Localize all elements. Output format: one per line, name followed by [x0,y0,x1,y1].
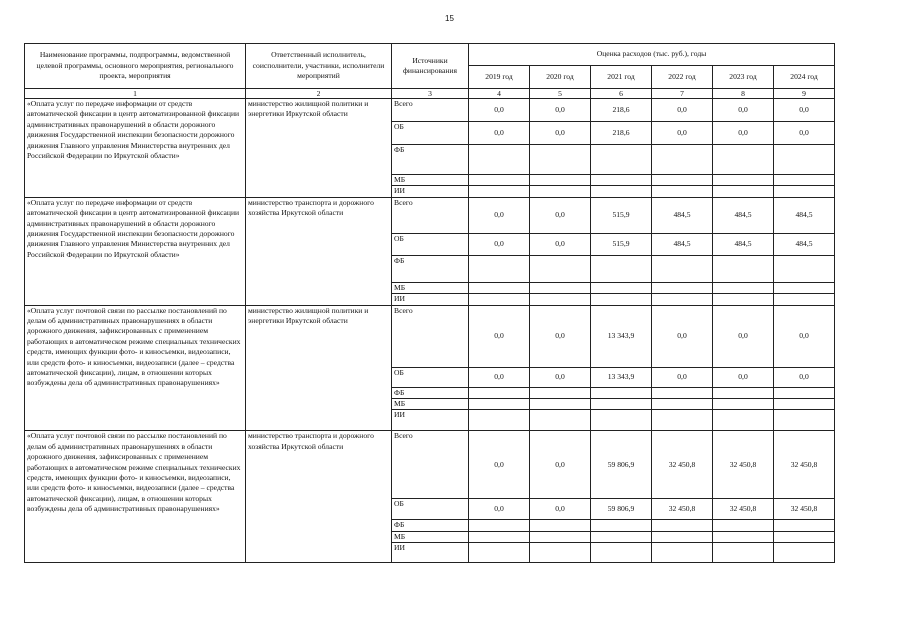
expense-value [713,410,774,431]
budget-table [24,43,835,563]
expense-value [652,399,713,410]
expense-value: 0,0 [652,367,713,387]
responsible-executor: министерство жилищной политики и энергетики Иркутской области [246,305,392,431]
expense-value [469,294,530,305]
funding-source: ФБ [392,387,469,398]
expense-value: 0,0 [652,122,713,145]
funding-source: ИИ [392,294,469,305]
expense-value [713,175,774,186]
funding-source: ИИ [392,543,469,563]
responsible-executor: министерство транспорта и дорожного хозяйства Иркутской области [246,197,392,305]
expense-value: 484,5 [652,233,713,255]
expense-value [591,387,652,398]
expense-value: 0,0 [530,305,591,367]
funding-source: МБ [392,175,469,186]
expense-value [591,255,652,282]
expense-value [469,399,530,410]
expense-value: 0,0 [713,99,774,122]
expense-value [774,399,835,410]
year-header: 2023 год [713,66,774,89]
expense-value [469,543,530,563]
expense-value [530,399,591,410]
expense-value [652,145,713,175]
expense-value: 0,0 [713,367,774,387]
expense-value: 59 806,9 [591,431,652,499]
expense-value [530,531,591,542]
year-header: 2024 год [774,66,835,89]
expense-value [591,410,652,431]
expense-value: 484,5 [774,233,835,255]
expense-value [713,387,774,398]
expense-value: 0,0 [530,233,591,255]
expense-value: 32 450,8 [774,499,835,520]
expense-value [652,410,713,431]
expense-value: 0,0 [469,99,530,122]
expense-value: 0,0 [774,367,835,387]
expense-value: 0,0 [652,99,713,122]
expense-value [469,186,530,197]
funding-source: ОБ [392,367,469,387]
column-index: 4 [469,89,530,99]
expense-value: 0,0 [530,122,591,145]
year-header: 2020 год [530,66,591,89]
expense-value [591,186,652,197]
expense-value [469,175,530,186]
table-row [25,99,835,122]
expense-value [713,282,774,293]
column-index: 9 [774,89,835,99]
measure-name: «Оплата услуг по передаче информации от средств автоматической фиксации в центр автоматизированной фиксации административных правонарушений в области дорожного движения Государственной инспекции безопасности дорожного движения Главного управления Министерства внутренних дел Российской Федерации по Иркутской области» [25,197,246,305]
expense-value [774,282,835,293]
expense-value: 0,0 [469,305,530,367]
funding-source: ОБ [392,499,469,520]
funding-source: Всего [392,99,469,122]
expense-value: 0,0 [469,499,530,520]
column-index: 7 [652,89,713,99]
funding-source: ОБ [392,233,469,255]
expense-value: 0,0 [469,233,530,255]
expense-value [591,282,652,293]
expense-value [652,294,713,305]
column-index: 2 [246,89,392,99]
expense-value: 0,0 [774,99,835,122]
expense-value [530,282,591,293]
funding-source: МБ [392,282,469,293]
expense-value: 484,5 [713,233,774,255]
expense-value [530,387,591,398]
funding-source: Всего [392,197,469,233]
table-row [25,431,835,499]
year-header: 2021 год [591,66,652,89]
expense-value [774,186,835,197]
expense-value [591,520,652,531]
expense-value: 0,0 [469,197,530,233]
column-index: 5 [530,89,591,99]
expense-value: 218,6 [591,99,652,122]
responsible-executor: министерство транспорта и дорожного хозяйства Иркутской области [246,431,392,563]
funding-source: МБ [392,531,469,542]
expense-value [469,531,530,542]
page-number: 15 [445,14,454,23]
expense-value [774,531,835,542]
expense-value [774,387,835,398]
expense-value: 0,0 [774,305,835,367]
expense-value [469,255,530,282]
expense-value: 32 450,8 [713,431,774,499]
expense-value: 13 343,9 [591,367,652,387]
expense-value: 32 450,8 [713,499,774,520]
expense-value [713,186,774,197]
expense-value [713,399,774,410]
funding-source: МБ [392,399,469,410]
expense-value [652,255,713,282]
expense-value: 13 343,9 [591,305,652,367]
column-header-source: Источники финансирования [392,44,469,89]
expense-value [530,520,591,531]
expense-value [713,294,774,305]
expense-value [469,282,530,293]
expense-value [591,531,652,542]
column-index: 3 [392,89,469,99]
responsible-executor: министерство жилищной политики и энергетики Иркутской области [246,99,392,198]
year-header: 2019 год [469,66,530,89]
expense-value: 0,0 [530,99,591,122]
expense-value [713,145,774,175]
expense-value [713,255,774,282]
expense-value [652,175,713,186]
expense-value: 0,0 [652,305,713,367]
table-row [25,197,835,233]
expense-value [530,175,591,186]
column-header-name: Наименование программы, подпрограммы, ведомственной целевой программы, основного мероприятия, регионального проекта, мероприятия [25,44,246,89]
expense-value: 32 450,8 [652,431,713,499]
expense-value [652,186,713,197]
expense-value: 32 450,8 [652,499,713,520]
expense-value [774,175,835,186]
column-index: 8 [713,89,774,99]
funding-source: ФБ [392,255,469,282]
expense-value [469,145,530,175]
expense-value [591,145,652,175]
expense-value [774,520,835,531]
expense-value [774,410,835,431]
expense-value [469,520,530,531]
expense-value [530,186,591,197]
expense-value [652,282,713,293]
expense-value: 515,9 [591,233,652,255]
expense-value: 32 450,8 [774,431,835,499]
expense-value [652,543,713,563]
expense-value [713,520,774,531]
expense-value: 0,0 [713,305,774,367]
measure-name: «Оплата услуг почтовой связи по рассылке постановлений по делам об административных правонарушениях в области дорожного движения, зафиксированных с применением работающих в автоматическом режиме специальных технических средств, имеющих функции фото- и киносъемки, видеозаписи, или средств фото- и киносъемки, видеозаписи (далее – средства автоматической фиксации), лицам, в отношении которых возбуждены дела об административных правонарушениях» [25,431,246,563]
expense-value: 515,9 [591,197,652,233]
funding-source: Всего [392,305,469,367]
expense-value: 484,5 [713,197,774,233]
expense-value: 0,0 [530,367,591,387]
expense-value [469,410,530,431]
expense-value [591,399,652,410]
expense-value: 0,0 [469,122,530,145]
expense-value: 0,0 [530,499,591,520]
year-header: 2022 год [652,66,713,89]
funding-source: Всего [392,431,469,499]
funding-source: ИИ [392,186,469,197]
expense-value [591,175,652,186]
expense-value [774,543,835,563]
funding-source: ИИ [392,410,469,431]
expense-value: 0,0 [530,431,591,499]
column-index: 1 [25,89,246,99]
funding-source: ФБ [392,520,469,531]
expense-value [469,387,530,398]
expense-value [530,294,591,305]
expense-value [713,531,774,542]
funding-source: ФБ [392,145,469,175]
expense-value: 0,0 [774,122,835,145]
expense-value: 59 806,9 [591,499,652,520]
expense-value: 0,0 [469,431,530,499]
expense-value [652,520,713,531]
expense-value [530,410,591,431]
expense-value: 484,5 [652,197,713,233]
expense-value [774,255,835,282]
expense-value: 484,5 [774,197,835,233]
expense-value [591,294,652,305]
expense-value [652,387,713,398]
expense-value [530,255,591,282]
column-header-responsible: Ответственный исполнитель, соисполнители, участники, исполнители мероприятий [246,44,392,89]
expense-value [774,145,835,175]
expense-value: 0,0 [713,122,774,145]
column-header-estimate: Оценка расходов (тыс. руб.), годы [469,44,835,66]
column-index: 6 [591,89,652,99]
measure-name: «Оплата услуг почтовой связи по рассылке постановлений по делам об административных правонарушениях в области дорожного движения, зафиксированных с применением работающих в автоматическом режиме специальных технических средств, имеющих функции фото- и киносъемки, видеозаписи, или средств фото- и киносъемки, видеозаписи (далее – средства автоматической фиксации), лицам, в отношении которых возбуждены дела об административных правонарушениях» [25,305,246,431]
expense-value [652,531,713,542]
expense-value [713,543,774,563]
expense-value: 0,0 [530,197,591,233]
expense-value: 0,0 [469,367,530,387]
table-body [25,99,835,563]
expense-value [774,294,835,305]
table-row [25,305,835,367]
expense-value: 218,6 [591,122,652,145]
expense-value [530,543,591,563]
measure-name: «Оплата услуг по передаче информации от средств автоматической фиксации в центр автоматизированной фиксации административных правонарушений в области дорожного движения Государственной инспекции безопасности дорожного движения Главного управления Министерства внутренних дел Российской Федерации по Иркутской области» [25,99,246,198]
funding-source: ОБ [392,122,469,145]
expense-value [530,145,591,175]
expense-value [591,543,652,563]
